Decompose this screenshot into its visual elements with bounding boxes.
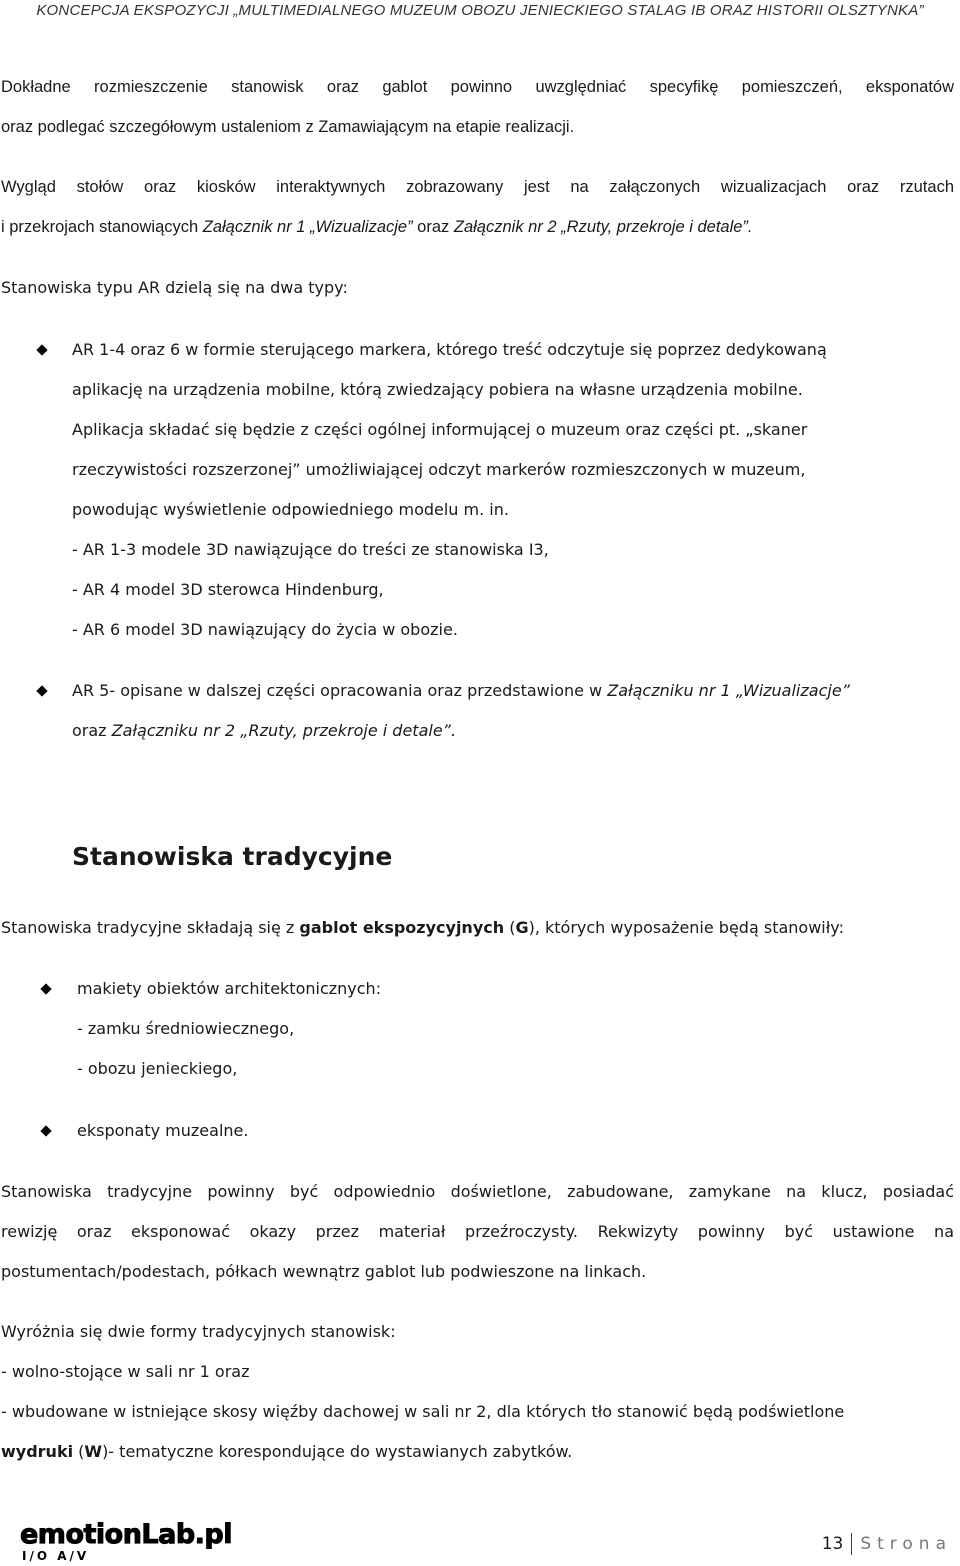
text-run: )- tematyczne korespondujące do wystawianych zabytków. [102, 1442, 573, 1461]
paragraph-line [1, 1432, 954, 1472]
diamond-bullet-icon [40, 1125, 51, 1136]
text-run: ( [504, 918, 516, 937]
paragraph-line: rewizję oraz eksponować okazy przez materiał przeźroczysty. Rekwizyty powinny być ustawione na [1, 1222, 954, 1241]
list-line: AR 1-4 oraz 6 w formie sterującego markera, którego treść odczytuje się poprzez dedykowaną [72, 340, 827, 359]
logo-wordmark: emotionLab.pl [20, 1519, 233, 1550]
emotionlab-logo [18, 1515, 258, 1562]
text-run: AR 5- opisane w dalszej części opracowania oraz przedstawione w [72, 681, 608, 700]
ar-list-item-1 [72, 330, 827, 650]
bold-term: W [84, 1442, 103, 1461]
text-run: Stanowiska tradycyjne składają się z [1, 918, 300, 937]
paragraph-placement [1, 67, 954, 147]
page-number-value: 13 [821, 1534, 844, 1554]
trad-list-item-1 [77, 969, 381, 1089]
list-line: aplikację na urządzenia mobilne, którą zwiedzający pobiera na własne urządzenia mobilne. [72, 380, 803, 399]
paragraph-line: oraz podlegać szczegółowym ustaleniom z Zamawiającym na etapie realizacji. [1, 118, 575, 136]
page-number [822, 1530, 952, 1558]
paragraph-ar-intro [1, 268, 954, 308]
paragraph-traditional-intro [1, 908, 954, 948]
list-line: powodując wyświetlenie odpowiedniego modelu m. in. [72, 500, 509, 519]
paragraph-traditional-forms [1, 1312, 954, 1472]
list-line: - AR 1-3 modele 3D nawiązujące do treści ze stanowiska I3, [72, 540, 549, 559]
attachment-ref-2: Załączniku nr 2 „Rzuty, przekroje i detale”. [111, 721, 457, 740]
diamond-bullet-icon [36, 685, 47, 696]
bold-term: wydruki [1, 1442, 74, 1461]
attachment-ref-2: Załącznik nr 2 „Rzuty, przekroje i detale”. [453, 218, 753, 236]
paragraph-line: Wygląd stołów oraz kiosków interaktywnych zobrazowany jest na załączonych wizualizacjach oraz rzutach [1, 178, 954, 196]
paragraph-line: Stanowiska typu AR dzielą się na dwa typy: [1, 278, 348, 297]
ar-list-item-2 [72, 671, 850, 751]
paragraph-line: Stanowiska tradycyjne powinny być odpowiednio doświetlone, zabudowane, zamykane na klucz, posiadać [1, 1182, 954, 1201]
attachment-ref-1: Załącznik nr 1 „Wizualizacje” [202, 218, 413, 236]
list-line: makiety obiektów architektonicznych: [77, 979, 382, 998]
diamond-bullet-icon [40, 983, 51, 994]
bold-term: G [515, 918, 529, 937]
logo-graphic [18, 1515, 258, 1562]
paragraph-line: - wolno-stojące w sali nr 1 oraz [1, 1362, 250, 1381]
text-run: i przekrojach stanowiących [1, 218, 203, 236]
paragraph-visualization [1, 167, 954, 247]
text-run: ), których wyposażenie będą stanowiły: [528, 918, 844, 937]
paragraph-line: - wbudowane w istniejące skosy więźby dachowej w sali nr 2, dla których tło stanowić będą podświetlone [1, 1402, 845, 1421]
list-line: - obozu jenieckiego, [77, 1059, 238, 1078]
paragraph-line [1, 207, 954, 247]
list-line: - AR 6 model 3D nawiązujący do życia w obozie. [72, 620, 458, 639]
section-heading: Stanowiska tradycyjne [72, 842, 393, 871]
paragraph-traditional-requirements [1, 1172, 954, 1292]
list-line: - zamku średniowiecznego, [77, 1019, 295, 1038]
paragraph-line: Wyróżnia się dwie formy tradycyjnych stanowisk: [1, 1322, 396, 1341]
list-line [72, 671, 850, 711]
paragraph-line: postumentach/podestach, półkach wewnątrz gablot lub podwieszone na linkach. [1, 1262, 647, 1281]
list-line: eksponaty muzealne. [77, 1121, 249, 1140]
paragraph-line: Dokładne rozmieszczenie stanowisk oraz gablot powinno uwzględniać specyfikę pomieszczeń, eksponatów [1, 78, 954, 96]
list-line: rzeczywistości rozszerzonej” umożliwiającej odczyt markerów rozmieszczonych w muzeum, [72, 460, 806, 479]
diamond-bullet-icon [36, 344, 47, 355]
trad-list-item-2 [77, 1111, 248, 1151]
list-line: Aplikacja składać się będzie z części ogólnej informującej o muzeum oraz części pt. „skaner [72, 420, 808, 439]
page-separator [851, 1533, 852, 1555]
text-run: ( [73, 1442, 85, 1461]
text-run: oraz [412, 218, 454, 236]
bold-term: gablot ekspozycyjnych [299, 918, 505, 937]
logo-subline: I/O A/V [22, 1549, 90, 1562]
running-header: KONCEPCJA EKSPOZYCJI „MULTIMEDIALNEGO MUZEUM OBOZU JENIECKIEGO STALAG IB ORAZ HISTORII OLSZTYNKA” [36, 2, 924, 19]
list-line: - AR 4 model 3D sterowca Hindenburg, [72, 580, 384, 599]
page-word: Strona [860, 1534, 952, 1554]
text-run: oraz [72, 721, 112, 740]
attachment-ref-1: Załączniku nr 1 „Wizualizacje” [607, 681, 850, 700]
list-line [72, 711, 850, 751]
paragraph-line [1, 908, 954, 948]
